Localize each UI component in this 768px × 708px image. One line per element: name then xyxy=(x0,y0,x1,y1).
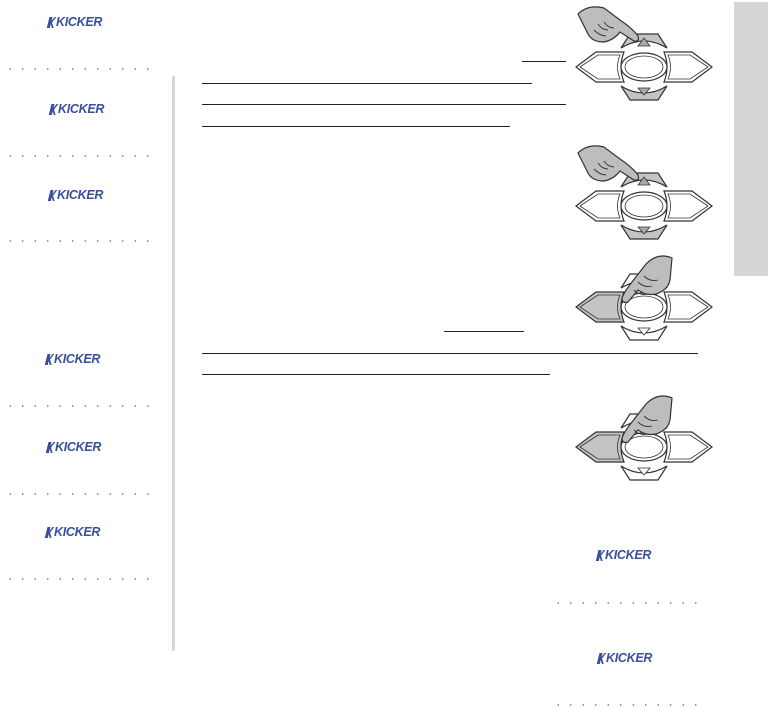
dotted-divider xyxy=(4,493,154,495)
dotted-divider xyxy=(4,240,154,242)
directional-keypad-icon xyxy=(576,34,712,100)
kicker-k-logo-mark-icon xyxy=(45,527,55,538)
kicker-k-logo-mark-icon xyxy=(597,653,607,664)
pointing-hand-icon xyxy=(578,146,639,181)
kicker-k-logo-mark-icon xyxy=(47,17,57,28)
dotted-divider xyxy=(4,68,154,70)
kicker-logo: KICKER xyxy=(597,548,651,562)
kicker-logo: KICKER xyxy=(48,15,102,29)
kicker-logo: KICKER xyxy=(46,352,100,366)
directional-keypad-up-pressed xyxy=(574,139,714,254)
kicker-logo: KICKER xyxy=(49,188,103,202)
kicker-k-logo-mark-icon xyxy=(48,190,58,201)
dotted-divider xyxy=(4,155,154,157)
kicker-logo: KICKER xyxy=(50,102,104,116)
dotted-divider xyxy=(552,704,702,706)
side-tab xyxy=(734,2,768,276)
kicker-logo: KICKER xyxy=(46,525,100,539)
kicker-logo: KICKER xyxy=(47,440,101,454)
vertical-rule xyxy=(172,76,175,651)
dotted-divider xyxy=(552,602,702,604)
underline-rule xyxy=(202,126,510,127)
underline-rule xyxy=(522,61,566,62)
directional-keypad-up-pressed xyxy=(574,0,714,115)
underline-rule xyxy=(202,374,550,375)
dotted-divider xyxy=(4,405,154,407)
kicker-k-logo-mark-icon xyxy=(49,104,59,115)
directional-keypad-icon xyxy=(576,173,712,239)
kicker-k-logo-mark-icon xyxy=(46,442,56,453)
directional-keypad-left-pressed xyxy=(574,380,714,495)
kicker-logo: KICKER xyxy=(598,651,652,665)
underline-rule xyxy=(444,331,524,332)
directional-keypad-left-pressed xyxy=(574,240,714,355)
underline-rule xyxy=(202,83,532,84)
dotted-divider xyxy=(4,578,154,580)
pointing-hand-icon xyxy=(578,7,639,42)
kicker-k-logo-mark-icon xyxy=(45,354,55,365)
underline-rule xyxy=(202,104,566,105)
kicker-k-logo-mark-icon xyxy=(596,550,606,561)
